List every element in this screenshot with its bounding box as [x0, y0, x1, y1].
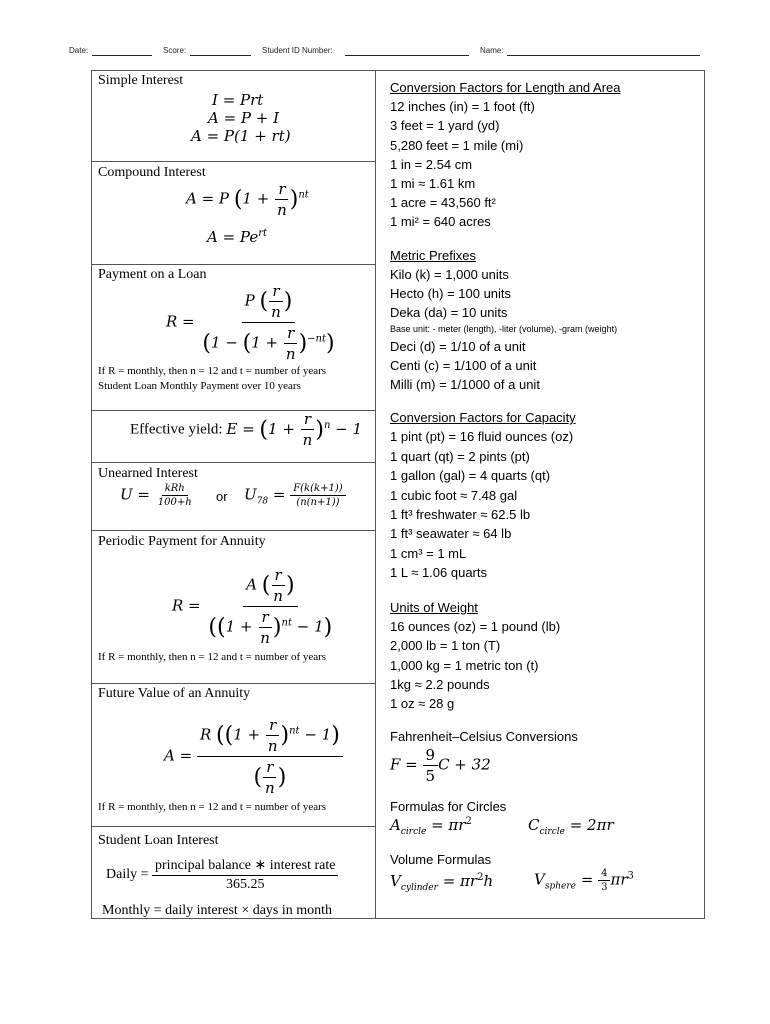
section-divider	[91, 530, 376, 531]
score-label: Score:	[163, 46, 187, 55]
student-id-field[interactable]	[345, 55, 469, 56]
future-value-title: Future Value of an Annuity	[98, 686, 251, 701]
student-id-label: Student ID Number:	[262, 46, 333, 55]
rule-78-denominator: (n(n+1))	[296, 497, 340, 508]
metric-prefixes-section	[390, 246, 617, 394]
capacity-section	[390, 408, 576, 583]
date-field[interactable]	[92, 55, 152, 56]
circles-heading: Formulas for Circles	[390, 799, 507, 814]
section-divider	[91, 683, 376, 684]
circumference-eq: $C_{circle} = 2\pi r$	[528, 816, 614, 837]
name-field[interactable]	[507, 55, 700, 56]
amount-eq: A = P + I	[208, 109, 280, 127]
amount-rt-eq: A = P(1 + rt)	[191, 127, 291, 145]
simple-interest-title: Simple Interest	[98, 73, 184, 88]
sphere-volume-eq: $V_{sphere}$ = $\frac{4}{3}$ $\pi r^3$	[534, 868, 634, 893]
weight-heading: Units of Weight	[390, 600, 478, 615]
volume-heading: Volume Formulas	[390, 852, 492, 867]
continuous-compound-eq: $A = Pe^{rt}$	[207, 228, 268, 246]
periodic-payment-eq: R = A ( $\frac{r}{n}$ ) ((1 + $\frac{r}{n}$ )$^{nt}$ − 1)	[172, 566, 333, 647]
list-item: 1 quart (qt) = 2 pints (pt)	[390, 448, 530, 464]
name-label: Name:	[480, 46, 504, 55]
list-item: 1 cm³ = 1 mL	[390, 545, 467, 561]
daily-interest-eq: Daily = $\frac{\text{principal balance ∗ interest rate}}{365.25}$	[106, 857, 338, 893]
section-divider	[91, 161, 376, 162]
list-item: Deci (d) = 1/10 of a unit	[390, 339, 526, 354]
unearned-numerator: kRh	[162, 483, 188, 496]
student-loan-note: Student Loan Monthly Payment over 10 years	[98, 380, 301, 392]
daily-denominator: 365.25	[225, 877, 265, 892]
metric-prefixes-heading: Metric Prefixes	[390, 248, 476, 263]
compound-interest-title: Compound Interest	[98, 165, 206, 180]
rule-of-78-eq: $U_{78}$ = $\frac{F(k(k+1))}{(n(n+1))}$	[244, 483, 346, 508]
length-area-section	[390, 78, 621, 232]
unearned-denominator: 100+h	[157, 497, 192, 508]
date-label: Date:	[69, 46, 89, 55]
unearned-interest-eq: U = $\frac{\text{kRh}}{100+h}$	[120, 483, 195, 508]
list-item: 1 mi² = 640 acres	[390, 214, 491, 230]
section-divider	[91, 462, 376, 463]
list-item: 1 ft³ seawater ≈ 64 lb	[390, 526, 512, 542]
list-item: 1 oz ≈ 28 g	[390, 696, 455, 712]
section-divider	[91, 826, 376, 827]
future-value-note: If R = monthly, then n = 12 and t = number of years	[98, 801, 327, 813]
annuity-note: If R = monthly, then n = 12 and t = number of years	[98, 651, 327, 663]
list-item: 1 mi ≈ 1.61 km	[390, 176, 476, 192]
or-label: or	[216, 489, 228, 504]
future-value-eq: A = R ((1 + $\frac{r}{n}$ )$^{nt}$ − 1) ( $\frac{r}{n}$ )	[164, 716, 343, 797]
loan-note: If R = monthly, then n = 12 and t = number of years	[98, 365, 327, 377]
column-divider	[375, 70, 376, 919]
payment-on-loan-eq: R = P ( $\frac{r}{n}$ ) (1 − (1 + $\frac{r}{n}$ )$^{-nt}$)	[166, 282, 335, 363]
list-item: 12 inches (in) = 1 foot (ft)	[390, 99, 535, 115]
rule-78-numerator: F(k(k+1))	[290, 483, 345, 496]
periodic-payment-title: Periodic Payment for Annuity	[98, 534, 266, 549]
list-item: 3 feet = 1 yard (yd)	[390, 118, 500, 134]
list-item: Milli (m) = 1/1000 of a unit	[390, 377, 540, 392]
effective-yield-eq: Effective yield: E = (1 + $\frac{r}{n}$ )$^n$ − 1	[130, 410, 363, 449]
list-item: 1 cubic foot ≈ 7.48 gal	[390, 487, 518, 503]
length-area-heading: Conversion Factors for Length and Area	[390, 80, 621, 95]
list-item: Centi (c) = 1/100 of a unit	[390, 358, 537, 373]
list-item: 1 in = 2.54 cm	[390, 156, 473, 172]
daily-numerator: principal balance ∗ interest rate	[152, 857, 338, 876]
student-loan-interest-title: Student Loan Interest	[98, 833, 219, 848]
list-item: 1 L ≈ 1.06 quarts	[390, 565, 487, 581]
unearned-interest-title: Unearned Interest	[98, 466, 198, 481]
payment-on-loan-title: Payment on a Loan	[98, 267, 207, 282]
list-item: 1 ft³ freshwater ≈ 62.5 lb	[390, 507, 531, 523]
list-item: 1 pint (pt) = 16 fluid ounces (oz)	[390, 429, 574, 445]
fahrenheit-eq: F = $\frac{9}{5}$ C + 32	[390, 746, 491, 785]
continuous-compound-base: A = Pe	[207, 228, 259, 246]
list-item: 1 gallon (gal) = 4 quarts (qt)	[390, 468, 551, 484]
monthly-interest-eq: Monthly = daily interest × days in month	[102, 903, 333, 918]
temperature-heading: Fahrenheit–Celsius Conversions	[390, 729, 578, 744]
base-unit-note: Base unit: - meter (length), -liter (volume), -gram (weight)	[390, 324, 618, 334]
capacity-heading: Conversion Factors for Capacity	[390, 410, 576, 425]
cylinder-volume-eq: $V_{cylinder} = \pi r^2h$	[390, 872, 494, 893]
list-item: Hecto (h) = 100 units	[390, 286, 512, 301]
effective-yield-label: Effective yield:	[130, 421, 223, 438]
list-item: 1kg ≈ 2.2 pounds	[390, 676, 490, 692]
list-item: 1 acre = 43,560 ft²	[390, 195, 496, 211]
list-item: 2,000 lb = 1 ton (T)	[390, 638, 501, 654]
section-divider	[91, 264, 376, 265]
simple-interest-eq: I = Prt	[212, 91, 264, 109]
list-item: 16 ounces (oz) = 1 pound (lb)	[390, 619, 561, 635]
list-item: 1,000 kg = 1 metric ton (t)	[390, 657, 539, 673]
score-field[interactable]	[190, 55, 251, 56]
list-item: Deka (da) = 10 units	[390, 305, 508, 320]
daily-label: Daily	[106, 867, 138, 883]
list-item: Kilo (k) = 1,000 units	[390, 267, 509, 282]
list-item: 5,280 feet = 1 mile (mi)	[390, 137, 524, 153]
weight-section	[390, 598, 560, 713]
circle-area-eq: $A_{circle} = \pi r^2$	[390, 816, 472, 837]
compound-interest-eq: A = P (1 + $\frac{r}{n}$ )$^{nt}$	[186, 180, 309, 219]
